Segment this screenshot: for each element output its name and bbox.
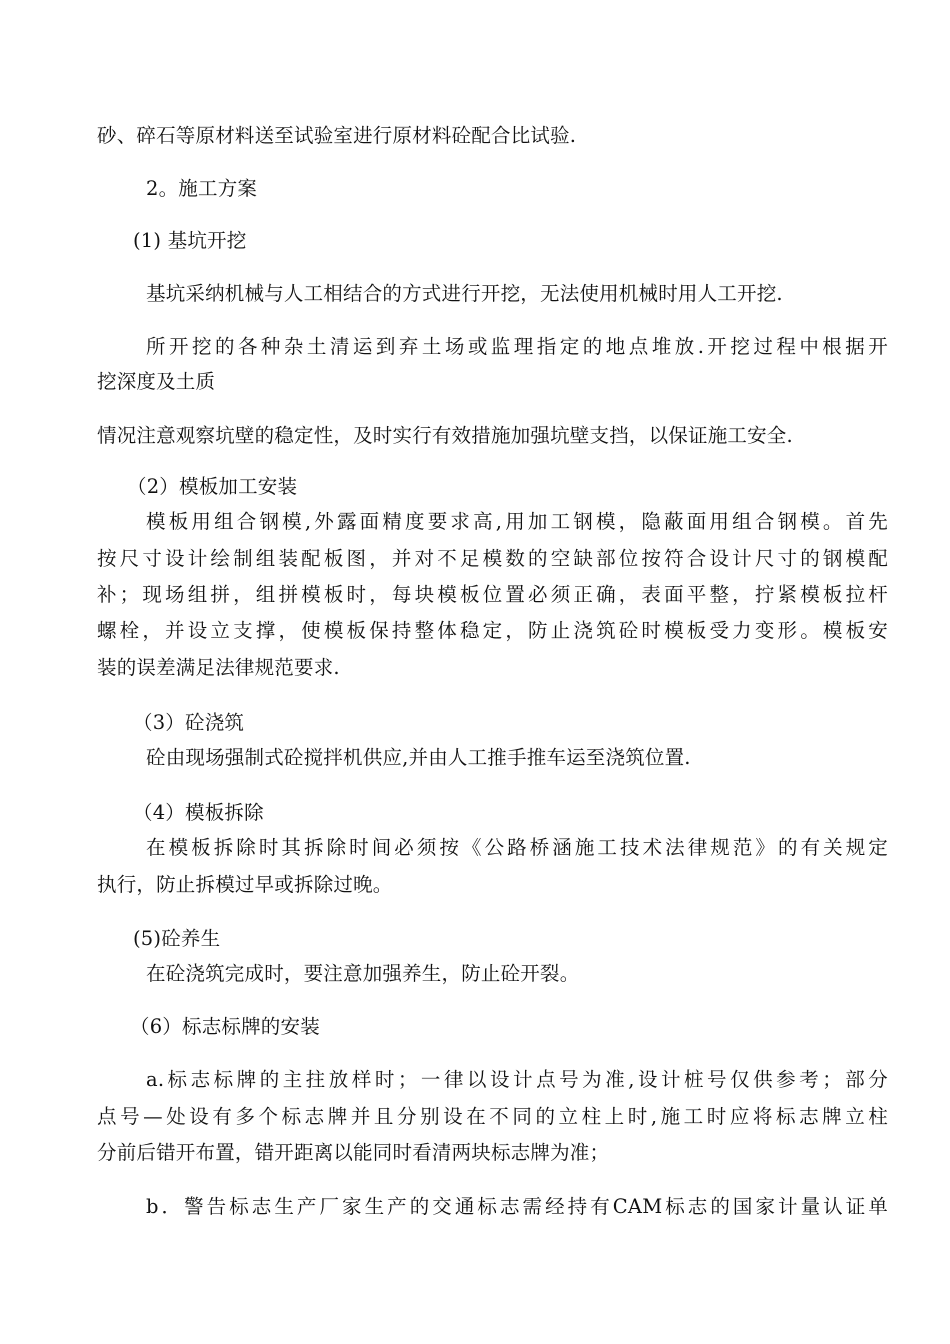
paragraph-line: 螺栓，并设立支撑，使模板保持整体稳定，防止浇筑砼时模板受力变形。模板安 <box>97 619 888 642</box>
paragraph-line: 情况注意观察坑壁的稳定性，及时实行有效措施加强坑壁支挡，以保证施工安全. <box>97 424 793 447</box>
paragraph-line: 模板用组合钢模,外露面精度要求高,用加工钢模，隐蔽面用组合钢模。首先 <box>146 510 888 533</box>
subsection-heading: （2）模板加工安装 <box>127 475 298 498</box>
subsection-heading: （4）模板拆除 <box>133 801 264 824</box>
paragraph-line: 点号—处设有多个标志牌并且分别设在不同的立柱上时,施工时应将标志牌立柱 <box>97 1105 888 1128</box>
paragraph-line: 执行，防止拆模过早或拆除过晚。 <box>97 873 393 896</box>
section-heading: 2。施工方案 <box>146 177 258 200</box>
paragraph-line: a.标志标牌的主拄放样时；一律以设计点号为准,设计桩号仅供参考；部分 <box>146 1068 888 1091</box>
paragraph-line: 按尺寸设计绘制组装配板图，并对不足模数的空缺部位按符合设计尺寸的钢模配 <box>97 547 888 570</box>
paragraph-line: 砼由现场强制式砼搅拌机供应,并由人工推手推车运至浇筑位置. <box>146 746 691 769</box>
paragraph-line: b．警告标志生产厂家生产的交通标志需经持有CAM标志的国家计量认证单 <box>146 1195 888 1218</box>
paragraph-line: 所开挖的各种杂土清运到弃土场或监理指定的地点堆放.开挖过程中根据开 <box>146 335 888 358</box>
paragraph-line: 分前后错开布置，错开距离以能同时看清两块标志牌为准； <box>97 1141 610 1164</box>
paragraph-line: 装的误差满足法律规范要求. <box>97 656 340 679</box>
paragraph-line: 基坑采纳机械与人工相结合的方式进行开挖，无法使用机械时用人工开挖. <box>146 282 783 305</box>
subsection-heading: (1) 基坑开挖 <box>133 229 247 252</box>
subsection-heading: （3）砼浇筑 <box>133 711 245 734</box>
paragraph-line: 在模板拆除时其拆除时间必须按《公路桥涵施工技术法律规范》的有关规定 <box>146 836 888 859</box>
paragraph-line: 砂、碎石等原材料送至试验室进行原材料砼配合比试验. <box>97 124 577 147</box>
paragraph-line: 补；现场组拼，组拼模板时，每块模板位置必须正确，表面平整，拧紧模板拉杆 <box>97 583 888 606</box>
paragraph-line: 在砼浇筑完成时，要注意加强养生，防止砼开裂。 <box>146 962 580 985</box>
paragraph-line: 挖深度及土质 <box>97 370 216 393</box>
subsection-heading: (5)砼养生 <box>133 927 221 950</box>
subsection-heading: （6）标志标牌的安装 <box>130 1015 320 1038</box>
